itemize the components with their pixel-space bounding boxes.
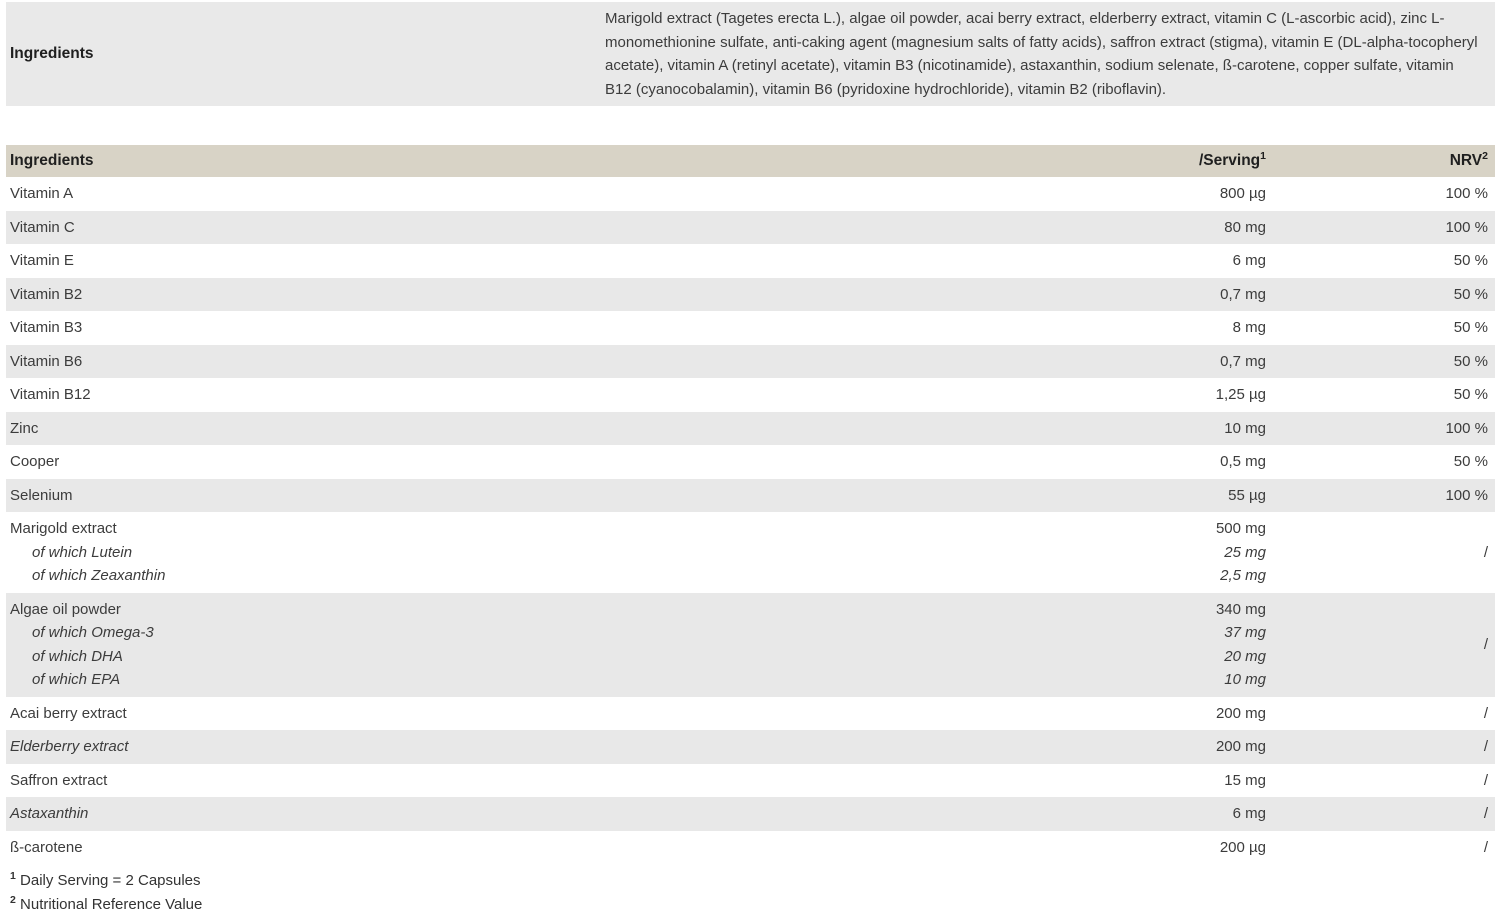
table-row-astaxanthin <box>6 797 1495 831</box>
ingredient-name-group <box>6 598 1066 692</box>
table-header-row <box>6 145 1495 177</box>
serving-value: 0,7 mg <box>1220 352 1266 370</box>
header-nrv-label: NRV <box>1449 152 1483 169</box>
ingredient-name: Zinc <box>10 419 39 437</box>
nrv-value: 50 % <box>1453 319 1488 336</box>
serving-subvalue: 2,5 mg <box>1220 567 1266 584</box>
table-row-vitamin-a <box>6 177 1495 211</box>
table-row-cooper <box>6 445 1495 479</box>
ingredient-name: Vitamin B12 <box>10 386 91 403</box>
table-row-zinc <box>6 412 1495 446</box>
ingredient-name: Selenium <box>10 486 73 504</box>
serving-value: 0,7 mg <box>1220 285 1266 303</box>
ingredient-name: Elderberry extract <box>10 738 129 755</box>
serving-subvalue: 37 mg <box>1224 624 1266 641</box>
ingredients-description-block <box>6 2 1495 106</box>
serving-value-group <box>1066 598 1266 692</box>
ingredient-name: Astaxanthin <box>10 805 89 822</box>
ingredient-name: Vitamin B3 <box>10 319 83 336</box>
serving-value: 0,5 mg <box>1220 453 1266 470</box>
table-row-elderberry-extract <box>6 730 1495 764</box>
ingredient-name: Vitamin B2 <box>10 285 83 303</box>
ingredient-name: Vitamin E <box>10 252 74 269</box>
ingredient-name: Cooper <box>10 453 60 470</box>
nrv-value: / <box>1483 738 1488 755</box>
header-serving-label: /Serving <box>1198 152 1261 169</box>
header-ingredients: Ingredients <box>10 152 94 169</box>
serving-value: 6 mg <box>1232 805 1266 822</box>
serving-subvalue: 25 mg <box>1224 543 1266 561</box>
header-nrv-sup: 2 <box>1482 149 1488 162</box>
ingredient-subname: of which EPA <box>32 671 121 688</box>
serving-value: 200 µg <box>1219 838 1266 856</box>
ingredient-name: ß-carotene <box>10 838 83 856</box>
ingredient-subname: of which Zeaxanthin <box>32 567 166 584</box>
table-row-vitamin-b12 <box>6 378 1495 412</box>
serving-value: 800 µg <box>1219 185 1266 202</box>
footnote-nrv <box>10 893 1495 917</box>
serving-value: 8 mg <box>1232 319 1266 336</box>
nrv-value: 100 % <box>1445 218 1488 236</box>
table-row-beta-carotene <box>6 831 1495 865</box>
nrv-value: 50 % <box>1453 285 1488 303</box>
nrv-value: 100 % <box>1445 419 1488 437</box>
ingredients-description-text: Marigold extract (Tagetes erecta L.), algae oil powder, acai berry extract, elderberry extract, vitamin C (L-ascorbic acid), zinc L-monomethionine sulfate, anti-caking agent (magnesium salts of fatty acids), saffron extract (stigma), vitamin E (DL-alpha-tocopheryl acetate), vitamin A (retinyl acetate), vitamin B3 (nicotinamide), astaxanthin, sodium selenate, ß-carotene, copper sulfate, vitamin B12 (cyanocobalamin), vitamin B6 (pyridoxine hydrochloride), vitamin B2 (riboflavin). <box>605 10 1478 98</box>
serving-value: 80 mg <box>1224 218 1266 236</box>
ingredient-name-group <box>6 517 1066 588</box>
ingredient-name: Vitamin C <box>10 218 75 236</box>
table-row-selenium <box>6 479 1495 513</box>
table-row-acai-berry-extract <box>6 697 1495 731</box>
footnotes <box>6 869 1495 917</box>
serving-value: 55 µg <box>1228 486 1266 504</box>
footnote-2-text: Nutritional Reference Value <box>20 896 203 913</box>
header-serving <box>1066 149 1266 170</box>
footnote-1-text: Daily Serving = 2 Capsules <box>20 872 201 889</box>
serving-value: 200 mg <box>1215 704 1266 722</box>
nrv-value: 50 % <box>1453 386 1488 403</box>
ingredients-description-label: Ingredients <box>10 45 94 62</box>
nrv-value: / <box>1483 838 1488 856</box>
nrv-value: / <box>1483 771 1488 789</box>
nutrition-table <box>6 145 1495 864</box>
header-nrv <box>1266 149 1495 170</box>
serving-value: 200 mg <box>1215 738 1266 755</box>
serving-subvalue: 20 mg <box>1224 647 1266 665</box>
ingredient-name: Saffron extract <box>10 771 108 789</box>
table-body <box>6 177 1495 864</box>
footnote-1-sup: 1 <box>10 870 16 882</box>
table-row-vitamin-e <box>6 244 1495 278</box>
serving-value-group <box>1066 517 1266 588</box>
table-row-algae-oil-powder <box>6 593 1495 697</box>
table-row-saffron-extract <box>6 764 1495 798</box>
table-row-vitamin-c <box>6 211 1495 245</box>
ingredient-subname: of which Omega-3 <box>32 624 154 641</box>
nrv-value: 100 % <box>1445 185 1488 202</box>
table-row-vitamin-b3 <box>6 311 1495 345</box>
table-row-vitamin-b2 <box>6 278 1495 312</box>
table-row-vitamin-b6 <box>6 345 1495 379</box>
table-row-marigold-extract <box>6 512 1495 593</box>
nrv-value: / <box>1483 543 1488 561</box>
ingredient-name: Vitamin B6 <box>10 352 83 370</box>
serving-subvalue: 10 mg <box>1224 671 1266 688</box>
serving-value: 15 mg <box>1224 771 1266 789</box>
footnote-2-sup: 2 <box>10 894 16 906</box>
serving-value: 500 mg <box>1215 520 1266 537</box>
serving-value: 1,25 µg <box>1215 386 1266 403</box>
header-serving-sup: 1 <box>1260 149 1266 162</box>
ingredient-name: Algae oil powder <box>10 600 121 618</box>
ingredient-name: Vitamin A <box>10 185 74 202</box>
nrv-value: / <box>1483 635 1488 653</box>
ingredient-name: Marigold extract <box>10 520 117 537</box>
ingredient-subname: of which DHA <box>32 647 123 665</box>
serving-value: 340 mg <box>1215 600 1266 618</box>
nrv-value: / <box>1483 805 1488 822</box>
nrv-value: / <box>1483 704 1488 722</box>
ingredient-name: Acai berry extract <box>10 704 127 722</box>
serving-value: 10 mg <box>1224 419 1266 437</box>
nrv-value: 100 % <box>1445 486 1488 504</box>
ingredient-subname: of which Lutein <box>32 543 133 561</box>
footnote-daily-serving <box>10 869 1495 893</box>
nrv-value: 50 % <box>1453 252 1488 269</box>
serving-value: 6 mg <box>1232 252 1266 269</box>
nrv-value: 50 % <box>1453 453 1488 470</box>
nrv-value: 50 % <box>1453 352 1488 370</box>
